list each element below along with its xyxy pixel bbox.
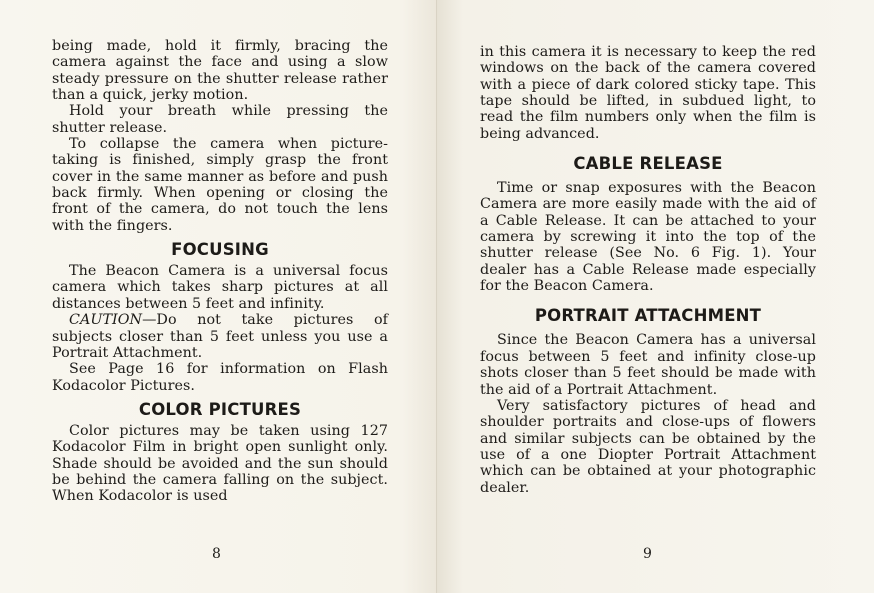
portrait-attachment-heading: PORTRAIT ATTACHMENT xyxy=(534,306,762,326)
right-page xyxy=(437,0,874,593)
caution-text: —Do not take pictures of subjects closer than 5 feet unless you use a Portrait Attachment. xyxy=(52,312,388,361)
paragraph-holding-camera: being made, hold it firmly, bracing the camera against the face and using a slow steady pressure on the shutter release rather than a quick, jerky motion. xyxy=(52,38,388,104)
focusing-heading: FOCUSING xyxy=(171,240,269,260)
paragraph-flash-reference: See Page 16 for information on Flash Kodacolor Pictures. xyxy=(52,361,388,394)
paragraph-universal-focus: The Beacon Camera is a universal focus camera which takes sharp pictures at all distances between 5 feet and infinity. xyxy=(52,263,388,312)
right-text-column xyxy=(480,44,816,496)
cable-release-heading: CABLE RELEASE xyxy=(573,154,723,174)
paragraph-portrait-uses: Very satisfactory pictures of head and shoulder portraits and close-ups of flowers and similar subjects can be obtained by the use of a one Diopter Portrait Attachment which can be obtained at your photographic dealer. xyxy=(480,397,816,496)
paragraph-collapse-camera: To collapse the camera when picture-taking is finished, simply grasp the front cover in the same manner as before and push back firmly. When opening or closing the front of the camera, do not touch the lens with the fingers. xyxy=(52,136,388,234)
page-number-left: 8 xyxy=(212,546,221,562)
paragraph-caution xyxy=(52,312,388,361)
paragraph-hold-breath: Hold your breath while pressing the shutter release. xyxy=(52,103,388,136)
caution-label: CAUTION xyxy=(69,312,143,329)
color-pictures-heading: COLOR PICTURES xyxy=(138,399,302,419)
page-number-right: 9 xyxy=(643,546,652,562)
left-text-column xyxy=(52,38,388,505)
paragraph-color-pictures: Color pictures may be taken using 127 Kodacolor Film in bright open sunlight only. Shade should be avoided and the sun should be behind the camera falling on the subject. When Kodacolor is used xyxy=(52,422,388,505)
paragraph-red-windows: in this camera it is necessary to keep the red windows on the back of the camera covered with a piece of dark colored sticky tape. This tape should be lifted, in subdued light, to read the film numbers only when the film is being advanced. xyxy=(480,44,816,142)
paragraph-cable-release: Time or snap exposures with the Beacon Camera are more easily made with the aid of a Cable Release. It can be attached to your camera by screwing it into the top of the shutter release (See No. 6 Fig. 1). Your dealer has a Cable Release made especially for the Beacon Camera. xyxy=(480,180,816,295)
paragraph-portrait-focus: Since the Beacon Camera has a universal focus between 5 feet and infinity close-up shots closer than 5 feet should be made with the aid of a Portrait Attachment. xyxy=(480,332,816,398)
